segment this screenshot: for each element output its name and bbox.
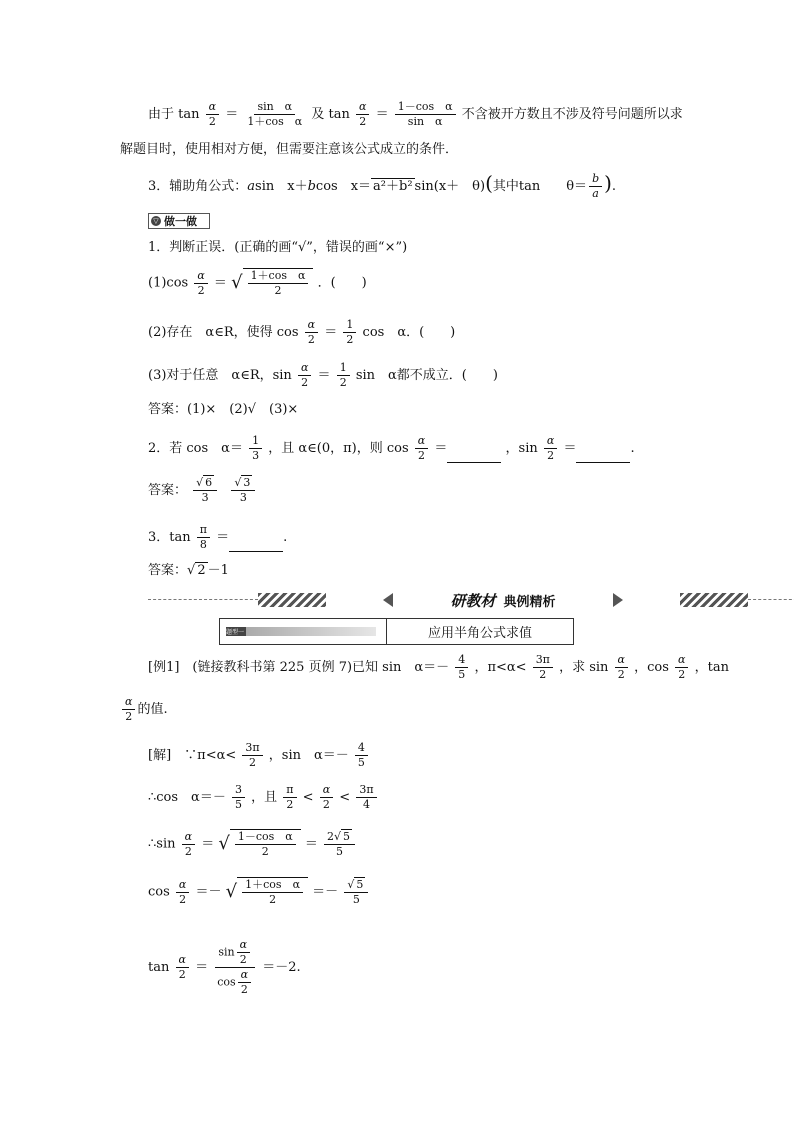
frac-alpha-2: $\frac{\alpha}{2}$ bbox=[206, 100, 219, 129]
q1-item-1: (1)cos $\frac{\alpha}{2}$ ＝ √ $\frac{\text{1＋cos α}}{2}$ ．( ) bbox=[148, 268, 367, 297]
section-divider bbox=[148, 591, 708, 609]
divider-title: 研教材 典例精析 bbox=[450, 591, 556, 610]
hatch-decoration bbox=[258, 593, 326, 607]
topic-box bbox=[219, 618, 574, 645]
frac-sin-over-1pluscos: $\frac{\text{sin α}}{\text{1＋cos α}}$ bbox=[247, 100, 303, 128]
arrow-left-icon bbox=[383, 593, 393, 607]
solution-line-4: cos $\frac{\alpha}{2}$ ＝－ √ $\frac{\text{1＋cos α}}{2}$ ＝－ $\frac{√ 5}{5}$ bbox=[148, 877, 370, 907]
frac-alpha-2b: $\frac{\alpha}{2}$ bbox=[356, 100, 369, 129]
nested-fraction: sin $\frac{\alpha}{2}$ cos $\frac{\alpha}{2}$ bbox=[214, 938, 256, 997]
hatch-decoration bbox=[680, 593, 748, 607]
practice-tag: ▽ 做一做 bbox=[148, 213, 210, 229]
topic-title: 应用半角公式求值 bbox=[427, 626, 532, 641]
example-line-1: [例1] (链接教科书第 225 页例 7)已知 sin α＝－ $\frac{4}{5}$ ，π<α< $\frac{3\pi}{2}$ ，求 sin $\frac{\alpha}{2}$ ，cos $\frac{\alpha}{2}$ ，tan bbox=[148, 653, 729, 681]
q3-answer: 答案：√ 2 －1 bbox=[148, 563, 229, 578]
solution-line-2: ∴cos α＝－ $\frac{3}{5}$ ，且 $\frac{\pi}{2}$ < $\frac{\alpha}{2}$ < $\frac{3\pi}{4}$ bbox=[148, 783, 379, 812]
solution-line-5: tan $\frac{\alpha}{2}$ ＝ sin $\frac{\alpha}{2}$ cos $\frac{\alpha}{2}$ ＝－2. bbox=[148, 938, 301, 996]
q1-answer: 答案：(1)× (2)√ (3)× bbox=[148, 402, 299, 417]
intro-line-1: 由于 tan $\frac{\alpha}{2}$ ＝ $\frac{\text{sin α}}{\text{1＋cos α}}$ 及 tan $\frac{\alpha}{2}$ ＝ $\frac{\text{1－cos α}}{\text{sin α}}$ 不含被开方数且不涉及符号问题所以求 bbox=[148, 100, 683, 128]
q1-title: 1．判断正误．(正确的画“√”，错误的画“×”) bbox=[148, 240, 408, 255]
intro-line-2: 解题目时，使用相对方便，但需要注意该公式成立的条件． bbox=[120, 142, 459, 157]
q1-item-2: (2)存在 α∈R，使得 cos $\frac{\alpha}{2}$ ＝ $\frac{1}{2}$ cos α．( ) bbox=[148, 318, 456, 346]
sqrt-expression: √ $\frac{\text{1＋cos α}}{2}$ bbox=[231, 268, 313, 298]
arrow-right-icon bbox=[613, 593, 623, 607]
triangle-icon: ▽ bbox=[151, 216, 161, 226]
sqrt-a2-b2: a²＋b² bbox=[373, 179, 413, 194]
aux-formula-line: 3．辅助角公式：asin x＋bcos x＝ a²＋b² sin(x＋ θ)(其中tan θ＝ $\frac{b}{a}$ ). bbox=[148, 171, 617, 200]
q2-line: 2．若 cos α＝ $\frac{1}{3}$ ，且 α∈(0，π)，则 cos $\frac{\alpha}{2}$ ＝ ，sin $\frac{\alpha}{2}$ ＝ . bbox=[148, 434, 635, 462]
example-line-2: $\frac{\alpha}{2}$ 的值. bbox=[120, 695, 168, 724]
solution-line-1: [解] ∵π<α< $\frac{3\pi}{2}$ ，sin α＝－ $\frac{4}{5}$ bbox=[148, 741, 370, 770]
answer-blank bbox=[229, 539, 283, 552]
topic-tag: 题型一 bbox=[226, 627, 376, 636]
frac-b-over-a: $\frac{b}{a}$ bbox=[589, 172, 602, 201]
q3-line: 3．tan $\frac{\pi}{8}$ ＝ . bbox=[148, 523, 288, 551]
answer-blank bbox=[576, 450, 630, 463]
q1-item-3: (3)对于任意 α∈R，sin $\frac{\alpha}{2}$ ＝ $\frac{1}{2}$ sin α都不成立．( ) bbox=[148, 361, 498, 389]
q2-answer: 答案： $\frac{√ 6}{3}$ $\frac{√ 3}{3}$ bbox=[148, 476, 257, 505]
solution-line-3: ∴sin $\frac{\alpha}{2}$ ＝ √ $\frac{\text{1－cos α}}{2}$ ＝ $\frac{2√ 5}{5}$ bbox=[148, 829, 357, 859]
answer-blank bbox=[447, 450, 501, 463]
frac-1minuscos-over-sin: $\frac{\text{1－cos α}}{\text{sin α}}$ bbox=[395, 100, 456, 129]
